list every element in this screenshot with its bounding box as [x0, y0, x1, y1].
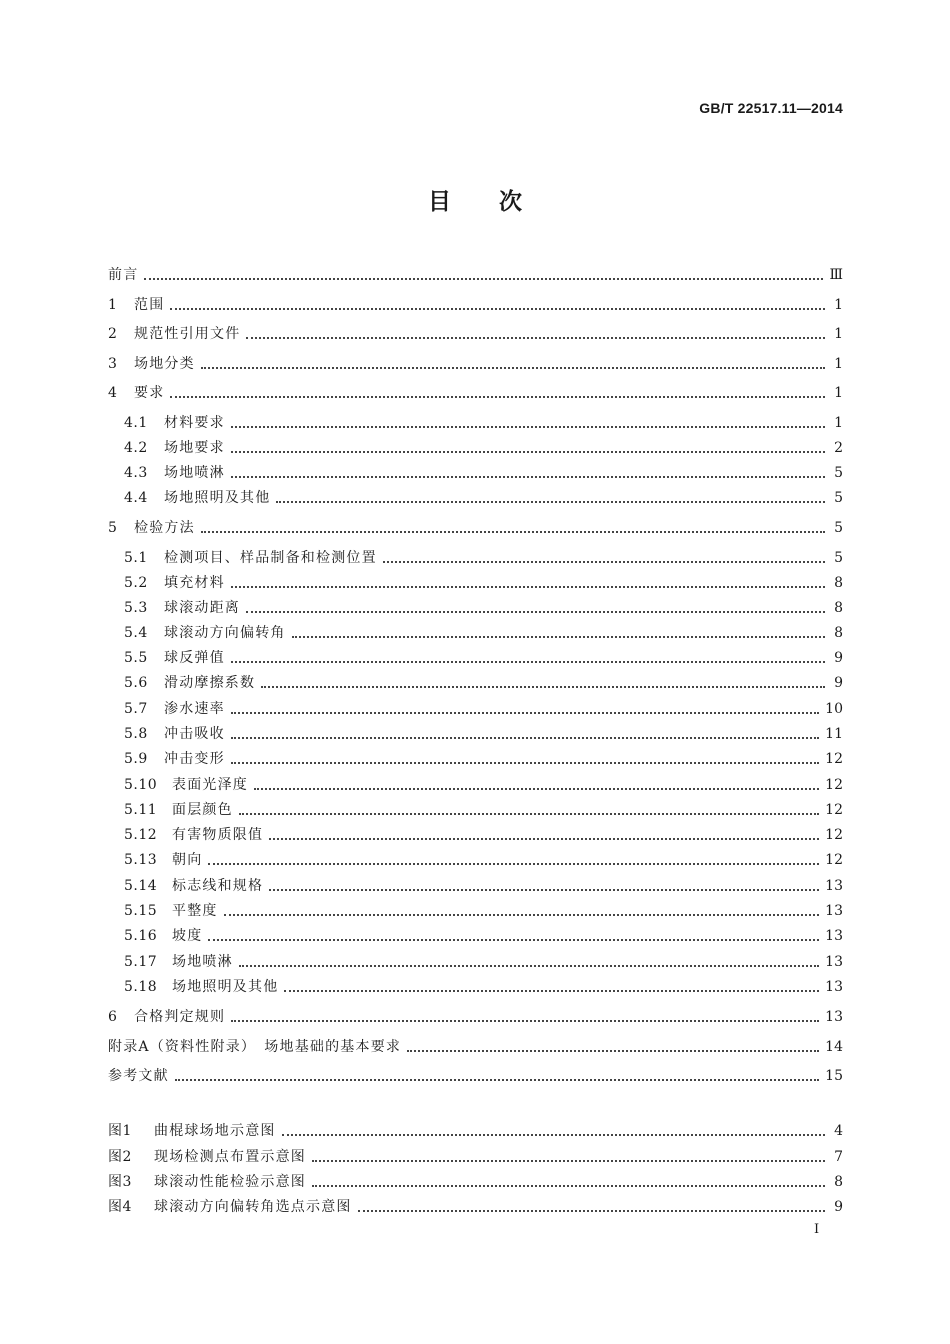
dot-leader	[231, 1020, 819, 1022]
toc-entry-label: 填充材料	[164, 575, 225, 591]
toc-entry-5-15[interactable]	[124, 900, 843, 922]
toc-entry-5-1[interactable]	[124, 547, 843, 569]
toc-entry-figure-2[interactable]	[108, 1146, 843, 1168]
toc-entry-4-4[interactable]	[124, 487, 843, 509]
dot-leader	[175, 1079, 819, 1081]
toc-entry-page: 14	[825, 1039, 843, 1055]
toc-entry-number: 5.6	[124, 675, 148, 691]
dot-leader	[231, 451, 825, 453]
toc-entry-4[interactable]	[108, 382, 843, 404]
dot-leader	[246, 611, 825, 613]
toc-entry-page: 12	[825, 852, 843, 868]
toc-entry-5-18[interactable]	[124, 976, 843, 998]
dot-leader	[282, 1134, 825, 1136]
toc-entry-3[interactable]	[108, 353, 843, 375]
dot-leader	[224, 914, 820, 916]
toc-entry-number: 5.13	[124, 852, 158, 868]
toc-entry-label: 要求	[134, 385, 165, 401]
toc-entry-label: 坡度	[172, 928, 203, 944]
toc-entry-label: 场地照明及其他	[164, 490, 271, 506]
dot-leader	[201, 531, 825, 533]
toc-entry-page: 13	[825, 903, 843, 919]
dot-leader	[170, 308, 825, 310]
toc-entry-label: 球滚动距离	[164, 600, 240, 616]
toc-entry-number: 5.16	[124, 928, 158, 944]
toc-entry-label: 滑动摩擦系数	[164, 675, 256, 691]
toc-entry-number: 5.2	[124, 575, 148, 591]
dot-leader	[383, 561, 825, 563]
toc-entry-label: 球滚动方向偏转角	[164, 625, 286, 641]
toc-entry-label: 球反弹值	[164, 650, 225, 666]
toc-entry-page: 4	[834, 1123, 843, 1139]
toc-entry-number: 6	[108, 1009, 118, 1025]
toc-entry-page: Ⅲ	[829, 267, 843, 283]
dot-leader	[276, 501, 825, 503]
toc-entry-number: 2	[108, 326, 118, 342]
toc-entry-page: 11	[825, 726, 843, 742]
toc-entry-5-2[interactable]	[124, 572, 843, 594]
toc-entry-page: 8	[834, 600, 843, 616]
toc-entry-appendix-a[interactable]	[108, 1036, 843, 1058]
toc-entry-label: 渗水速率	[164, 701, 225, 717]
toc-entry-label: 朝向	[172, 852, 203, 868]
toc-entry-5[interactable]	[108, 517, 843, 539]
toc-entry-label: 冲击变形	[164, 751, 225, 767]
toc-entry-label: 前言	[108, 267, 139, 283]
dot-leader	[269, 838, 819, 840]
toc-entry-label: 有害物质限值	[172, 827, 264, 843]
dot-leader	[239, 965, 819, 967]
toc-entry-page: 13	[825, 954, 843, 970]
toc-entry-number: 5.14	[124, 878, 158, 894]
toc-entry-page: 8	[834, 575, 843, 591]
toc-entry-label: 现场检测点布置示意图	[154, 1149, 306, 1165]
toc-entry-label: 冲击吸收	[164, 726, 225, 742]
toc-entry-page: 12	[825, 827, 843, 843]
dot-leader	[261, 686, 825, 688]
toc-entry-page: 13	[825, 1009, 843, 1025]
toc-entry-label: 表面光泽度	[172, 777, 248, 793]
dot-leader	[239, 813, 819, 815]
toc-entry-5-16[interactable]	[124, 925, 843, 947]
toc-entry-number: 图2	[108, 1149, 132, 1165]
dot-leader	[407, 1050, 819, 1052]
toc-entry-4-3[interactable]	[124, 462, 843, 484]
toc-entry-number: 5.18	[124, 979, 158, 995]
toc-entry-page: 5	[834, 490, 843, 506]
toc-entry-number: 5.10	[124, 777, 158, 793]
toc-entry-label: 球滚动性能检验示意图	[154, 1174, 306, 1190]
toc-entry-5-14[interactable]	[124, 875, 843, 897]
toc-entry-page: 12	[825, 751, 843, 767]
toc-entry-2[interactable]	[108, 323, 843, 345]
toc-entry-label: 合格判定规则	[134, 1009, 226, 1025]
dot-leader	[231, 712, 819, 714]
toc-entry-figure-1[interactable]	[108, 1120, 843, 1142]
dot-leader	[231, 426, 825, 428]
toc-entry-number: 4.1	[124, 415, 148, 431]
toc-entry-5-10[interactable]	[124, 774, 843, 796]
toc-entry-1[interactable]	[108, 294, 843, 316]
toc-entry-label: 平整度	[172, 903, 218, 919]
dot-leader	[231, 737, 819, 739]
toc-entry-5-7[interactable]	[124, 698, 843, 720]
dot-leader	[144, 278, 823, 280]
dot-leader	[312, 1185, 825, 1187]
toc-entry-5-6[interactable]	[124, 672, 843, 694]
dot-leader	[201, 367, 825, 369]
title-char-1: 目	[428, 189, 451, 215]
toc-entry-page: 13	[825, 928, 843, 944]
toc-entry-label: 场地分类	[134, 356, 195, 372]
toc-entry-page: 9	[834, 675, 843, 691]
dot-leader	[284, 990, 819, 992]
toc-entry-5-13[interactable]	[124, 849, 843, 871]
toc-entry-number: 图3	[108, 1174, 132, 1190]
toc-entry-4-2[interactable]	[124, 437, 843, 459]
toc-entry-number: 5.3	[124, 600, 148, 616]
toc-entry-label: 标志线和规格	[172, 878, 264, 894]
toc-entry-page: 1	[834, 297, 843, 313]
toc-entry-page: 10	[825, 701, 843, 717]
toc-entry-number: 5.7	[124, 701, 148, 717]
dot-leader	[208, 939, 819, 941]
toc-entry-label: 场地喷淋	[164, 465, 225, 481]
toc-entry-foreword[interactable]	[108, 264, 843, 286]
dot-leader	[231, 762, 819, 764]
dot-leader	[231, 476, 825, 478]
toc-entry-label: 场地要求	[164, 440, 225, 456]
toc-entry-number: 5.12	[124, 827, 158, 843]
toc-entry-page: 1	[834, 326, 843, 342]
toc-entry-page: 5	[834, 465, 843, 481]
toc-entry-label: 附录A（资料性附录） 场地基础的基本要求	[108, 1039, 402, 1055]
toc-entry-5-12[interactable]	[124, 824, 843, 846]
standard-number: GB/T 22517.11—2014	[699, 100, 843, 116]
toc-entry-label: 曲棍球场地示意图	[154, 1123, 276, 1139]
page-title	[0, 183, 950, 216]
toc-entry-5-8[interactable]	[124, 723, 843, 745]
toc-entry-page: 2	[834, 440, 843, 456]
toc-entry-5-5[interactable]	[124, 647, 843, 669]
dot-leader	[231, 586, 825, 588]
toc-entry-label: 检验方法	[134, 520, 195, 536]
dot-leader	[358, 1210, 825, 1212]
toc-entry-number: 5.5	[124, 650, 148, 666]
toc-entry-page: 1	[834, 385, 843, 401]
dot-leader	[269, 889, 819, 891]
toc-entry-label: 场地照明及其他	[172, 979, 279, 995]
toc-entry-label: 范围	[134, 297, 165, 313]
toc-entry-5-3[interactable]	[124, 597, 843, 619]
toc-entry-page: 1	[834, 415, 843, 431]
toc-entry-5-17[interactable]	[124, 951, 843, 973]
toc-entry-page: 8	[834, 625, 843, 641]
toc-entry-page: 1	[834, 356, 843, 372]
toc-entry-number: 图1	[108, 1123, 132, 1139]
dot-leader	[254, 788, 819, 790]
toc-entry-page: 12	[825, 802, 843, 818]
toc-entry-label: 检测项目、样品制备和检测位置	[164, 550, 377, 566]
toc-entry-number: 5.4	[124, 625, 148, 641]
toc-entry-page: 7	[834, 1149, 843, 1165]
toc-entry-number: 图4	[108, 1199, 132, 1215]
toc-entry-label: 参考文献	[108, 1068, 169, 1084]
toc-entry-label: 场地喷淋	[172, 954, 233, 970]
dot-leader	[170, 396, 825, 398]
toc-entry-page: 13	[825, 878, 843, 894]
toc-entry-5-11[interactable]	[124, 799, 843, 821]
toc-entry-page: 9	[834, 650, 843, 666]
toc-entry-page: 13	[825, 979, 843, 995]
toc-entry-page: 15	[825, 1068, 843, 1084]
toc-entry-number: 3	[108, 356, 118, 372]
toc-entry-number: 5.8	[124, 726, 148, 742]
toc-entry-figure-4[interactable]	[108, 1196, 843, 1218]
toc-entry-number: 5.17	[124, 954, 158, 970]
dot-leader	[231, 661, 825, 663]
toc-entry-number: 5.11	[124, 802, 158, 818]
toc-entry-number: 4	[108, 385, 118, 401]
toc-entry-4-1[interactable]	[124, 412, 843, 434]
toc-entry-label: 规范性引用文件	[134, 326, 241, 342]
toc-entry-6[interactable]	[108, 1006, 843, 1028]
toc-entry-label: 材料要求	[164, 415, 225, 431]
toc-entry-number: 4.3	[124, 465, 148, 481]
toc-entry-number: 5.15	[124, 903, 158, 919]
toc-entry-number: 5	[108, 520, 118, 536]
toc-entry-page: 5	[834, 520, 843, 536]
toc-entry-figure-3[interactable]	[108, 1171, 843, 1193]
toc-entry-page: 12	[825, 777, 843, 793]
toc-entry-references[interactable]	[108, 1065, 843, 1087]
dot-leader	[292, 636, 825, 638]
toc-entry-page: 5	[834, 550, 843, 566]
toc-entry-page: 9	[834, 1199, 843, 1215]
toc-entry-number: 5.1	[124, 550, 148, 566]
toc-entry-5-4[interactable]	[124, 622, 843, 644]
toc-entry-number: 4.4	[124, 490, 148, 506]
toc-entry-label: 球滚动方向偏转角选点示意图	[154, 1199, 352, 1215]
toc-entry-label: 面层颜色	[172, 802, 233, 818]
toc-entry-number: 1	[108, 297, 118, 313]
dot-leader	[246, 337, 825, 339]
toc-entry-page: 8	[834, 1174, 843, 1190]
toc-entry-number: 4.2	[124, 440, 148, 456]
toc-entry-number: 5.9	[124, 751, 148, 767]
dot-leader	[312, 1160, 825, 1162]
title-char-2: 次	[499, 189, 522, 215]
dot-leader	[208, 863, 819, 865]
page-number: I	[814, 1222, 820, 1237]
toc-entry-5-9[interactable]	[124, 748, 843, 770]
